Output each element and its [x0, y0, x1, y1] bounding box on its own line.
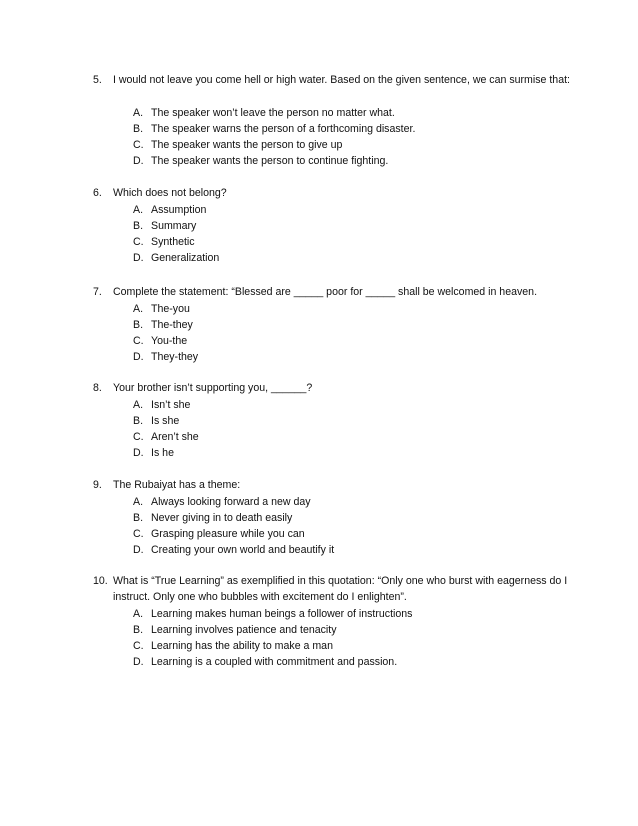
option-text: The speaker warns the person of a forthcoming disaster. — [151, 123, 416, 135]
option-text: Never giving in to death easily — [151, 512, 293, 524]
question-number: 6. — [93, 187, 102, 199]
option-text: The speaker wants the person to give up — [151, 139, 343, 151]
option-text: Learning has the ability to make a man — [151, 640, 333, 652]
question-text: What is “True Learning” as exemplified in this quotation: “Only one who burst with eagerness do I instruct. Only one who bubbles with excitement do I enlighten”. — [113, 575, 571, 603]
option-text: Aren’t she — [151, 431, 199, 443]
option-text: Learning makes human beings a follower of instructions — [151, 608, 413, 620]
option-text: The-they — [151, 319, 193, 331]
question-text: Your brother isn’t supporting you, ______? — [113, 382, 313, 394]
option-letter: A. — [133, 303, 144, 315]
option-letter: D. — [133, 447, 144, 459]
option-text: Creating your own world and beautify it — [151, 544, 335, 556]
question-text: The Rubaiyat has a theme: — [113, 479, 241, 491]
option-text: The speaker wants the person to continue fighting. — [151, 155, 389, 167]
option-letter: D. — [133, 252, 144, 264]
option-text: The speaker won’t leave the person no matter what. — [151, 107, 395, 119]
option-letter: D. — [133, 656, 144, 668]
option-text: Is she — [151, 415, 180, 427]
option-letter: C. — [133, 139, 144, 151]
question-number: 7. — [93, 286, 102, 298]
option-text: Summary — [151, 220, 197, 232]
option-letter: D. — [133, 155, 144, 167]
option-letter: B. — [133, 123, 144, 135]
option-letter: A. — [133, 608, 144, 620]
option-text: Isn’t she — [151, 399, 191, 411]
question-text: Which does not belong? — [113, 187, 227, 199]
question-number: 9. — [93, 479, 102, 491]
option-letter: B. — [133, 624, 144, 636]
option-text: Always looking forward a new day — [151, 496, 311, 508]
option-text: They-they — [151, 351, 199, 363]
option-text: Generalization — [151, 252, 220, 264]
option-text: Synthetic — [151, 236, 195, 248]
option-text: Learning involves patience and tenacity — [151, 624, 337, 636]
option-text: You-the — [151, 335, 188, 347]
option-text: Learning is a coupled with commitment and passion. — [151, 656, 398, 668]
option-letter: A. — [133, 107, 144, 119]
option-text: Is he — [151, 447, 174, 459]
option-letter: C. — [133, 335, 144, 347]
question-number: 5. — [93, 74, 102, 86]
option-letter: C. — [133, 640, 144, 652]
option-letter: A. — [133, 204, 144, 216]
option-letter: D. — [133, 544, 144, 556]
question-text: Complete the statement: “Blessed are _____ poor for _____ shall be welcomed in heaven. — [113, 286, 538, 298]
option-letter: C. — [133, 236, 144, 248]
option-letter: C. — [133, 528, 144, 540]
option-letter: A. — [133, 496, 144, 508]
option-text: Assumption — [151, 204, 207, 216]
option-letter: B. — [133, 220, 144, 232]
option-letter: D. — [133, 351, 144, 363]
option-letter: B. — [133, 512, 144, 524]
option-text: Grasping pleasure while you can — [151, 528, 305, 540]
option-letter: B. — [133, 319, 144, 331]
option-text: The-you — [151, 303, 190, 315]
question-number: 10. — [93, 575, 108, 587]
option-letter: C. — [133, 431, 144, 443]
option-letter: B. — [133, 415, 144, 427]
option-letter: A. — [133, 399, 144, 411]
question-number: 8. — [93, 382, 102, 394]
question-text: I would not leave you come hell or high water. Based on the given sentence, we can surmise that: — [113, 74, 570, 86]
